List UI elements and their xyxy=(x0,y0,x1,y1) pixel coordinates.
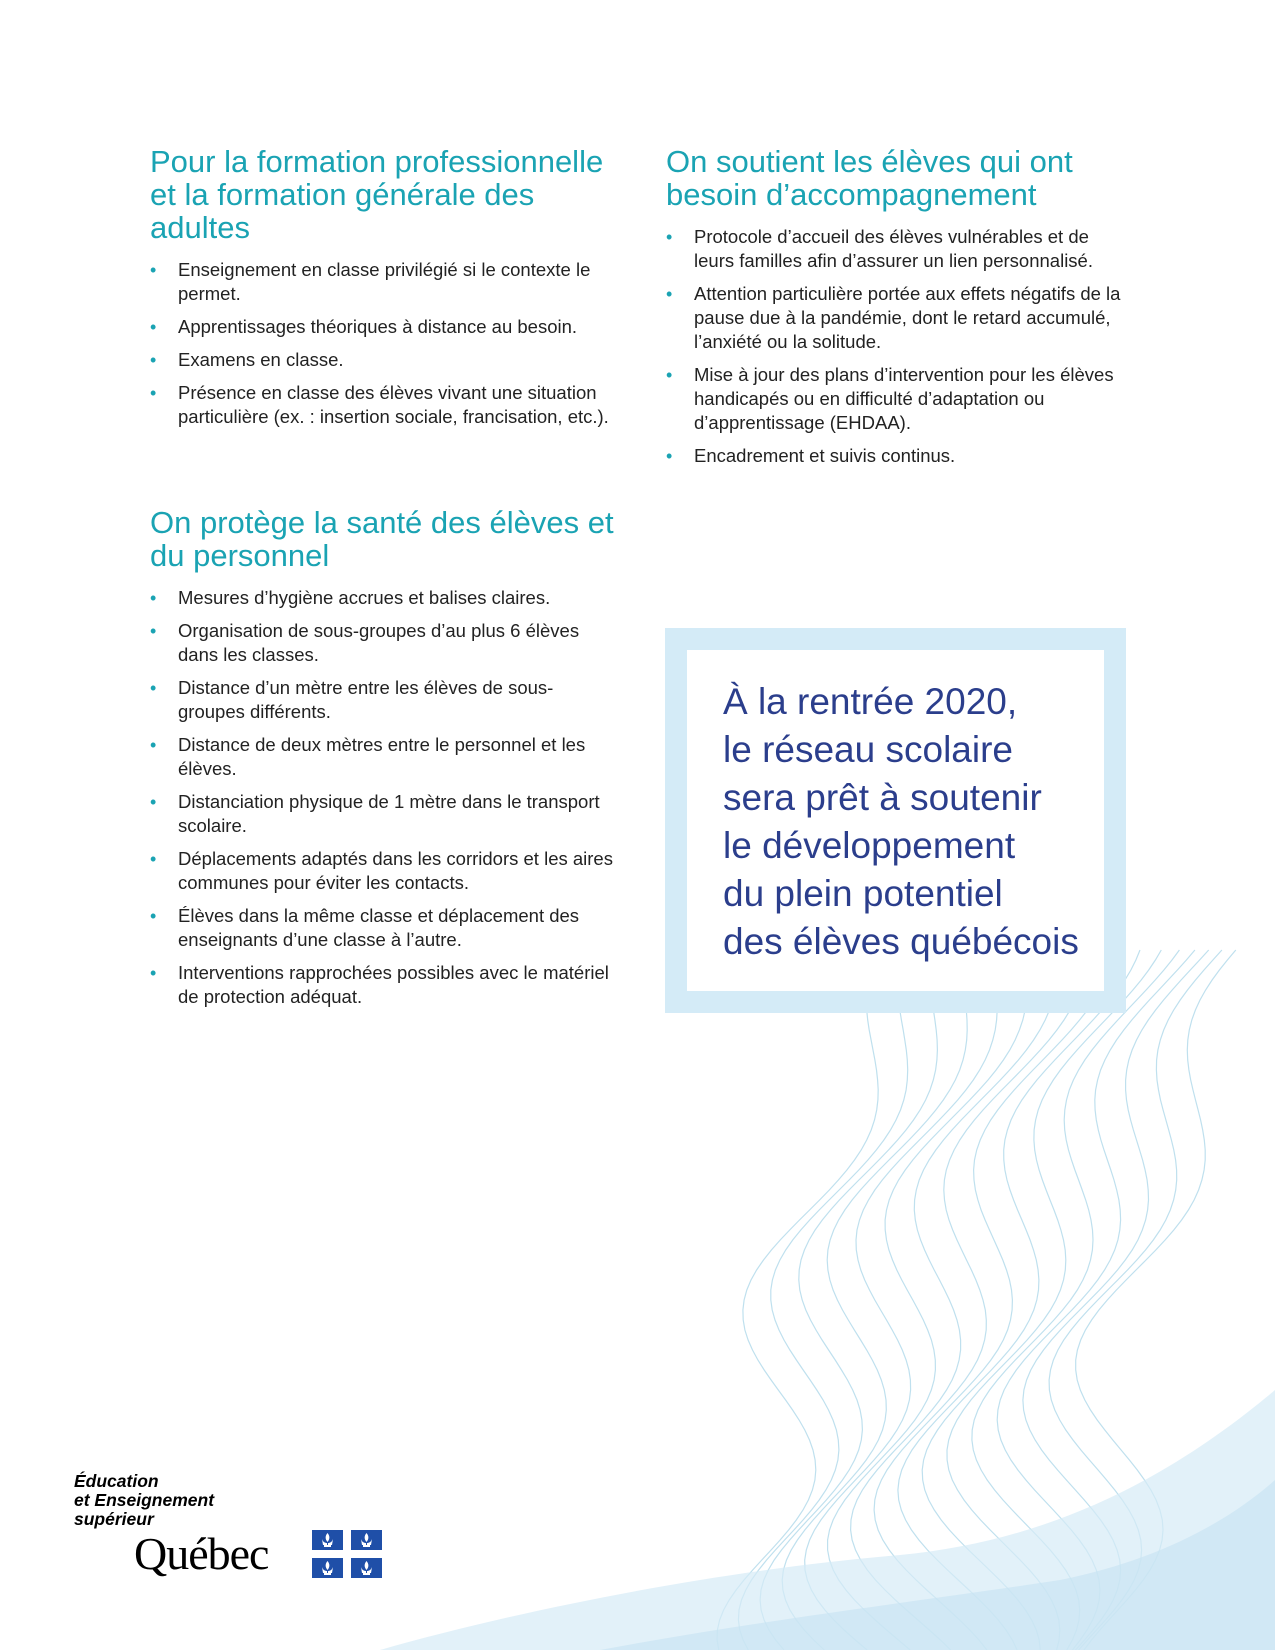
list-item: • Attention particulière portée aux effets négatifs de la pause due à la pandémie, dont le retard accumulé, l’anxiété ou la solitude. xyxy=(666,282,1121,354)
callout-line: le développement xyxy=(723,825,1016,866)
list-item: • Présence en classe des élèves vivant une situation particulière (ex. : insertion sociale, francisation, etc.). xyxy=(150,381,620,429)
section-formation-professionnelle xyxy=(150,145,620,438)
callout-line: du plein potentiel xyxy=(723,873,1003,914)
section-title: On protège la santé des élèves et du personnel xyxy=(150,505,614,573)
section-sante xyxy=(150,506,620,1018)
list-item: • Protocole d’accueil des élèves vulnérables et de leurs familles afin d’assurer un lien personnalisé. xyxy=(666,225,1121,273)
section-title: On soutient les élèves qui ont besoin d’accompagnement xyxy=(666,144,1073,212)
ministry-name-line: supérieur xyxy=(74,1509,154,1529)
list-item: • Déplacements adaptés dans les corridors et les aires communes pour éviter les contacts. xyxy=(150,847,620,895)
ministry-name xyxy=(74,1472,214,1529)
ministry-name-line: et Enseignement xyxy=(74,1490,215,1510)
wave-line xyxy=(760,950,937,1650)
quebec-flag-icon xyxy=(312,1530,382,1578)
callout-inner xyxy=(687,650,1104,991)
list-item: • Distanciation physique de 1 mètre dans le transport scolaire. xyxy=(150,790,620,838)
bullet-list xyxy=(150,258,620,429)
callout-line: sera prêt à soutenir xyxy=(723,777,1042,818)
list-item: • Distance de deux mètres entre le personnel et les élèves. xyxy=(150,733,620,781)
ministry-logo xyxy=(74,1472,404,1582)
ministry-name-line: Éducation xyxy=(74,1471,159,1491)
callout-box xyxy=(665,628,1126,1013)
bullet-list xyxy=(666,225,1121,468)
list-item: • Apprentissages théoriques à distance au besoin. xyxy=(150,315,620,339)
list-item: • Organisation de sous-groupes d’au plus 6 élèves dans les classes. xyxy=(150,619,620,667)
quebec-wordmark: Québec xyxy=(134,1528,269,1579)
list-item: • Mesures d’hygiène accrues et balises claires. xyxy=(150,586,620,610)
bullet-list xyxy=(150,586,620,1009)
list-item: • Mise à jour des plans d’intervention pour les élèves handicapés ou en difficulté d’adaptation ou d’apprentissage (EHDAA). xyxy=(666,363,1121,435)
callout-line: le réseau scolaire xyxy=(723,729,1013,770)
callout-line: À la rentrée 2020, xyxy=(723,681,1018,722)
list-item: • Examens en classe. xyxy=(150,348,620,372)
wave-line xyxy=(738,950,907,1650)
list-item: • Enseignement en classe privilégié si le contexte le permet. xyxy=(150,258,620,306)
section-title: Pour la formation professionnelle et la formation générale des adultes xyxy=(150,144,604,245)
list-item: • Encadrement et suivis continus. xyxy=(666,444,1121,468)
list-item: • Élèves dans la même classe et déplacement des enseignants d’une classe à l’autre. xyxy=(150,904,620,952)
callout-line: des élèves québécois xyxy=(723,921,1079,962)
list-item: • Interventions rapprochées possibles avec le matériel de protection adéquat. xyxy=(150,961,620,1009)
section-soutien xyxy=(666,145,1121,477)
callout-text xyxy=(723,678,1084,966)
list-item: • Distance d’un mètre entre les élèves de sous-groupes différents. xyxy=(150,676,620,724)
